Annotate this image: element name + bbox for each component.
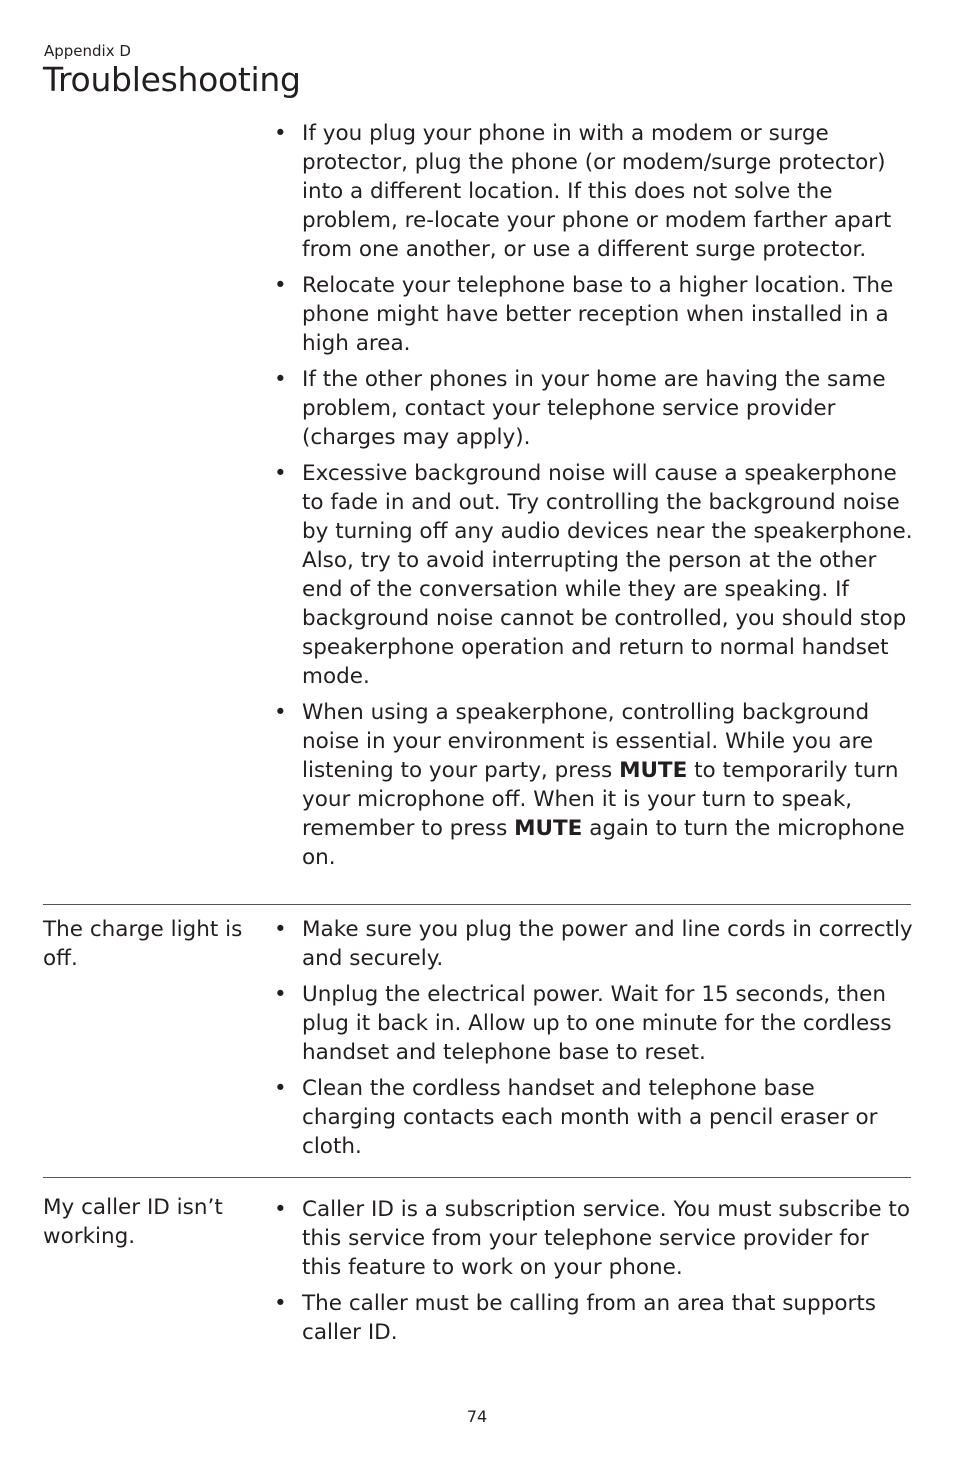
page-number: 74 <box>466 1407 488 1426</box>
solution-text: Make sure you plug the power and line cords in correctly and securely. <box>302 917 913 971</box>
solution-list <box>273 915 913 1168</box>
button-name-emphasis: MUTE <box>514 816 583 841</box>
solution-item <box>273 1195 913 1282</box>
bullet-icon: • <box>274 1197 287 1222</box>
section-label: Appendix D <box>44 42 131 60</box>
solution-item <box>273 119 913 264</box>
solution-text: Relocate your telephone base to a higher location. The phone might have better reception when installed in a high area. <box>302 273 894 356</box>
solution-text: Caller ID is a subscription service. You must subscribe to this service from your telephone service provider for this feature to work on your phone. <box>302 1197 910 1280</box>
bullet-icon: • <box>274 917 287 942</box>
solution-item <box>273 271 913 358</box>
solution-item <box>273 459 913 691</box>
bullet-icon: • <box>274 700 287 725</box>
solution-text: If you plug your phone in with a modem or surge protector, plug the phone (or modem/surge protector) into a different location. If this does not solve the problem, re-locate your phone or modem farther apart from one another, or use a different surge protector. <box>302 121 892 262</box>
bullet-icon: • <box>274 1076 287 1101</box>
solution-text: The caller must be calling from an area that supports caller ID. <box>302 1291 876 1345</box>
solution-item <box>273 365 913 452</box>
bullet-icon: • <box>274 982 287 1007</box>
troubleshooting-row <box>43 1177 911 1345</box>
solution-list <box>273 1195 913 1354</box>
bullet-icon: • <box>274 367 287 392</box>
solution-item <box>273 1074 913 1161</box>
symptom-text: My caller ID isn’t working. <box>43 1195 223 1249</box>
page-title: Troubleshooting <box>43 60 301 99</box>
bullet-icon: • <box>274 1291 287 1316</box>
solution-item <box>273 980 913 1067</box>
symptom-text: The charge light is off. <box>43 917 243 971</box>
button-name-emphasis: MUTE <box>619 758 688 783</box>
solution-list <box>273 119 913 879</box>
solution-item <box>273 1289 913 1347</box>
solution-text: again to turn the microphone on. <box>302 816 905 870</box>
solution-item <box>273 915 913 973</box>
solution-item <box>273 698 913 872</box>
bullet-icon: • <box>274 273 287 298</box>
solution-text: Excessive background noise will cause a speakerphone to fade in and out. Try controlling the background noise by turning off any audio devices near the speakerphone. Also, try to avoid interrupting the person at the other end of the conversation while they are speaking. If background noise cannot be controlled, you should stop speakerphone operation and return to normal handset mode. <box>302 461 913 689</box>
bullet-icon: • <box>274 461 287 486</box>
solution-text: When using a speakerphone, controlling background noise in your environment is essential. While you are listening to your party, press <box>302 700 874 783</box>
solution-text: to temporarily turn your microphone off. When it is your turn to speak, remember to press <box>302 758 899 841</box>
troubleshooting-row <box>43 904 913 1159</box>
solution-text: Unplug the electrical power. Wait for 15 seconds, then plug it back in. Allow up to one minute for the cordless handset and telephone base to reset. <box>302 982 892 1065</box>
solution-text: If the other phones in your home are having the same problem, contact your telephone service provider (charges may apply). <box>302 367 886 450</box>
bullet-icon: • <box>274 121 287 146</box>
solution-text: Clean the cordless handset and telephone base charging contacts each month with a pencil eraser or cloth. <box>302 1076 878 1159</box>
